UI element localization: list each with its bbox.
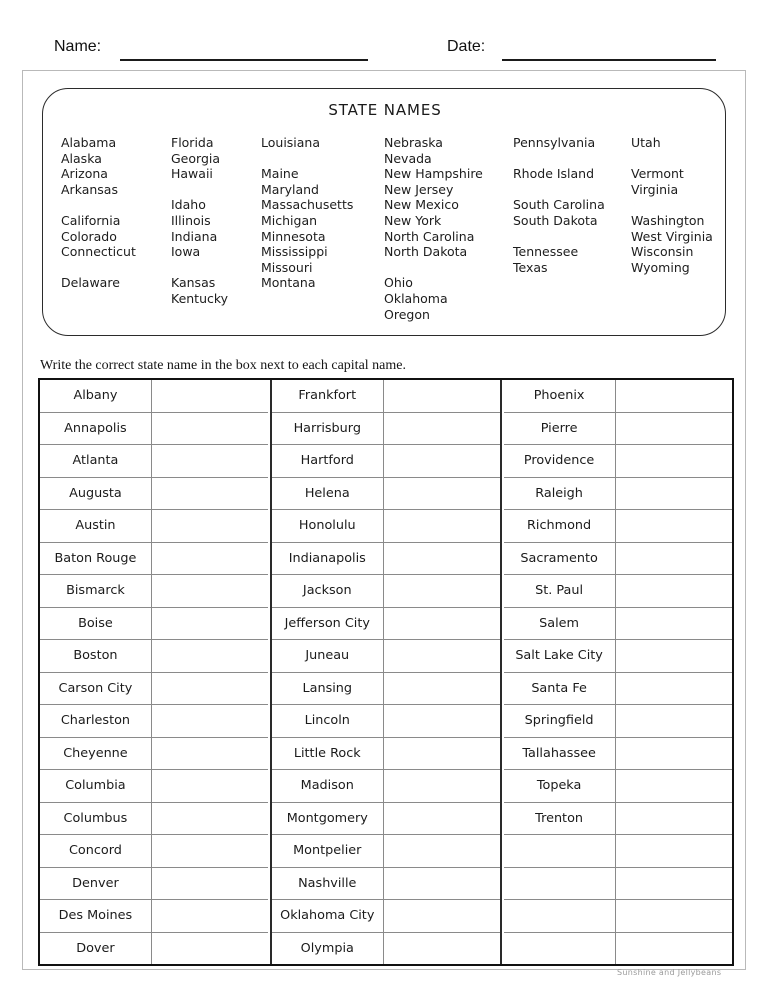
capital-name-cell: Pierre xyxy=(504,413,616,445)
state-answer-cell[interactable] xyxy=(384,933,500,965)
table-row xyxy=(504,413,732,446)
table-row xyxy=(40,803,268,836)
state-answer-cell[interactable] xyxy=(616,803,732,835)
state-name-item: Minnesota xyxy=(261,228,326,244)
state-name-item: Hawaii xyxy=(171,166,213,182)
table-row xyxy=(272,835,500,868)
table-row xyxy=(504,543,732,576)
state-name-item: Indiana xyxy=(171,228,218,244)
state-name-item: Virginia xyxy=(631,181,679,197)
state-name-item: Nebraska xyxy=(384,135,443,150)
state-name-item: Wyoming xyxy=(631,259,690,275)
state-name-spacer xyxy=(261,151,353,167)
state-name-item: Utah xyxy=(631,135,661,150)
table-row xyxy=(40,640,268,673)
table-row xyxy=(504,933,732,965)
state-name-item: Texas xyxy=(513,259,548,275)
table-row xyxy=(272,640,500,673)
state-name-item: Delaware xyxy=(61,275,120,291)
state-name-item: Georgia xyxy=(171,150,221,166)
capital-name-cell: Atlanta xyxy=(40,445,152,477)
table-row xyxy=(272,705,500,738)
capital-name-cell: Des Moines xyxy=(40,900,152,932)
state-name-item: Illinois xyxy=(171,212,211,228)
state-answer-cell[interactable] xyxy=(152,770,268,802)
name-write-line[interactable] xyxy=(120,59,368,61)
state-answer-cell[interactable] xyxy=(616,673,732,705)
capital-name-cell: Charleston xyxy=(40,705,152,737)
table-row xyxy=(504,705,732,738)
state-answer-cell[interactable] xyxy=(384,900,500,932)
state-name-spacer xyxy=(513,229,605,245)
state-name-item: Montana xyxy=(261,275,316,291)
state-name-item: Oregon xyxy=(384,306,430,322)
table-row xyxy=(40,478,268,511)
state-name-item: Nevada xyxy=(384,150,432,166)
state-answer-cell[interactable] xyxy=(384,868,500,900)
state-name-spacer xyxy=(171,260,228,276)
state-answer-cell[interactable] xyxy=(616,738,732,770)
state-name-column-5 xyxy=(513,135,605,275)
table-row xyxy=(272,380,500,413)
state-name-spacer xyxy=(513,182,605,198)
table-row xyxy=(40,835,268,868)
capital-name-cell: St. Paul xyxy=(504,575,616,607)
state-answer-cell[interactable] xyxy=(384,510,500,542)
state-name-item: New Jersey xyxy=(384,181,454,197)
table-row xyxy=(40,510,268,543)
table-row xyxy=(504,738,732,771)
state-answer-cell[interactable] xyxy=(152,510,268,542)
capital-name-cell: Tallahassee xyxy=(504,738,616,770)
state-name-item: South Dakota xyxy=(513,212,598,228)
date-write-line[interactable] xyxy=(502,59,716,61)
state-name-item: New Hampshire xyxy=(384,166,483,182)
table-row xyxy=(40,705,268,738)
state-name-spacer xyxy=(171,182,228,198)
state-answer-cell[interactable] xyxy=(616,835,732,867)
state-answer-cell[interactable] xyxy=(152,640,268,672)
state-answer-cell[interactable] xyxy=(616,575,732,607)
table-row xyxy=(504,380,732,413)
state-name-item: Maryland xyxy=(261,181,319,197)
capital-name-cell: Richmond xyxy=(504,510,616,542)
state-names-box xyxy=(42,88,726,336)
capital-name-cell: Olympia xyxy=(272,933,384,965)
state-answer-cell[interactable] xyxy=(384,803,500,835)
state-answer-cell[interactable] xyxy=(152,445,268,477)
capital-name-cell: Carson City xyxy=(40,673,152,705)
state-name-item: North Carolina xyxy=(384,228,475,244)
state-answer-cell[interactable] xyxy=(616,608,732,640)
table-row xyxy=(272,770,500,803)
state-answer-cell[interactable] xyxy=(152,933,268,965)
state-answer-cell[interactable] xyxy=(152,803,268,835)
state-answer-cell[interactable] xyxy=(616,640,732,672)
state-name-item: Ohio xyxy=(384,275,413,291)
state-name-spacer xyxy=(631,197,713,213)
capital-name-cell: Helena xyxy=(272,478,384,510)
table-row xyxy=(504,445,732,478)
state-answer-cell[interactable] xyxy=(152,705,268,737)
capital-name-cell: Indianapolis xyxy=(272,543,384,575)
state-answer-cell[interactable] xyxy=(616,413,732,445)
table-row xyxy=(504,510,732,543)
state-answer-cell[interactable] xyxy=(152,478,268,510)
table-row xyxy=(504,770,732,803)
state-name-column-3 xyxy=(261,135,353,291)
table-row xyxy=(40,543,268,576)
table-row xyxy=(40,608,268,641)
state-name-item: West Virginia xyxy=(631,228,713,244)
table-row xyxy=(504,900,732,933)
date-label: Date: xyxy=(447,38,486,55)
state-name-item: North Dakota xyxy=(384,244,468,260)
capital-name-cell: Jackson xyxy=(272,575,384,607)
state-answer-cell[interactable] xyxy=(152,413,268,445)
state-answer-cell[interactable] xyxy=(384,380,500,412)
table-row xyxy=(40,933,268,965)
state-answer-cell[interactable] xyxy=(616,868,732,900)
capital-name-cell xyxy=(504,933,616,965)
capital-name-cell: Madison xyxy=(272,770,384,802)
state-name-item: Kansas xyxy=(171,275,216,291)
state-answer-cell[interactable] xyxy=(384,478,500,510)
table-row xyxy=(40,445,268,478)
table-row xyxy=(504,835,732,868)
capital-name-cell: Columbus xyxy=(40,803,152,835)
capital-name-cell: Salem xyxy=(504,608,616,640)
state-name-item: Louisiana xyxy=(261,135,321,150)
table-row xyxy=(272,803,500,836)
capital-name-cell: Cheyenne xyxy=(40,738,152,770)
state-name-spacer xyxy=(384,260,483,276)
table-row xyxy=(272,478,500,511)
capital-name-cell xyxy=(504,900,616,932)
state-answer-cell[interactable] xyxy=(384,835,500,867)
table-row xyxy=(272,543,500,576)
capital-name-cell: Raleigh xyxy=(504,478,616,510)
capital-name-cell: Montpelier xyxy=(272,835,384,867)
state-answer-cell[interactable] xyxy=(384,770,500,802)
state-name-item: Washington xyxy=(631,212,705,228)
state-name-item: Wisconsin xyxy=(631,244,694,260)
state-answer-cell[interactable] xyxy=(384,575,500,607)
capital-name-cell: Phoenix xyxy=(504,380,616,412)
capital-name-cell: Harrisburg xyxy=(272,413,384,445)
table-row xyxy=(504,608,732,641)
capital-name-cell: Baton Rouge xyxy=(40,543,152,575)
state-name-item: Iowa xyxy=(171,244,201,260)
state-name-item: Kentucky xyxy=(171,290,229,306)
state-answer-cell[interactable] xyxy=(384,673,500,705)
capital-name-cell: Bismarck xyxy=(40,575,152,607)
capital-name-cell: Montgomery xyxy=(272,803,384,835)
table-row xyxy=(40,575,268,608)
state-answer-cell[interactable] xyxy=(384,705,500,737)
capital-name-cell: Trenton xyxy=(504,803,616,835)
capital-name-cell: Lincoln xyxy=(272,705,384,737)
state-answer-cell[interactable] xyxy=(152,673,268,705)
capital-name-cell: Hartford xyxy=(272,445,384,477)
state-answer-cell[interactable] xyxy=(616,510,732,542)
state-answer-cell[interactable] xyxy=(384,738,500,770)
table-row xyxy=(40,413,268,446)
capital-name-cell: Austin xyxy=(40,510,152,542)
table-section-3 xyxy=(504,380,732,964)
capital-name-cell: Boston xyxy=(40,640,152,672)
instruction-text: Write the correct state name in the box next to each capital name. xyxy=(40,358,406,373)
table-section-2 xyxy=(270,380,502,964)
capital-name-cell: Augusta xyxy=(40,478,152,510)
capital-name-cell: Oklahoma City xyxy=(272,900,384,932)
state-name-item: Missouri xyxy=(261,259,313,275)
table-row xyxy=(272,510,500,543)
state-names-title: STATE NAMES xyxy=(328,101,442,119)
state-name-item: Arizona xyxy=(61,166,108,182)
state-answer-cell[interactable] xyxy=(616,705,732,737)
capital-name-cell: Nashville xyxy=(272,868,384,900)
state-name-item: Florida xyxy=(171,135,214,150)
table-row xyxy=(504,640,732,673)
state-answer-cell[interactable] xyxy=(384,445,500,477)
state-name-item: New Mexico xyxy=(384,197,459,213)
capital-name-cell: Providence xyxy=(504,445,616,477)
state-name-item: Mississippi xyxy=(261,244,328,260)
state-answer-cell[interactable] xyxy=(152,575,268,607)
table-row xyxy=(504,673,732,706)
state-answer-cell[interactable] xyxy=(616,445,732,477)
table-row xyxy=(40,770,268,803)
capital-name-cell: Little Rock xyxy=(272,738,384,770)
state-name-item: Pennsylvania xyxy=(513,135,596,150)
capital-name-cell: Boise xyxy=(40,608,152,640)
table-row xyxy=(272,413,500,446)
state-name-column-2 xyxy=(171,135,228,307)
state-answer-cell[interactable] xyxy=(152,868,268,900)
state-name-item: Colorado xyxy=(61,228,117,244)
capital-name-cell: Albany xyxy=(40,380,152,412)
capital-name-cell: Jefferson City xyxy=(272,608,384,640)
table-row xyxy=(504,868,732,901)
table-row xyxy=(40,673,268,706)
capital-name-cell xyxy=(504,868,616,900)
capital-name-cell: Topeka xyxy=(504,770,616,802)
table-row xyxy=(40,738,268,771)
state-name-item: Oklahoma xyxy=(384,290,448,306)
state-name-item: Alaska xyxy=(61,150,102,166)
state-answer-cell[interactable] xyxy=(152,900,268,932)
state-name-item: Vermont xyxy=(631,166,684,182)
state-name-spacer xyxy=(61,260,136,276)
capital-name-cell: Concord xyxy=(40,835,152,867)
state-name-column-6 xyxy=(631,135,713,275)
state-name-item: Idaho xyxy=(171,197,206,213)
state-name-item: Arkansas xyxy=(61,181,118,197)
state-name-column-4 xyxy=(384,135,483,322)
table-section-1 xyxy=(40,380,268,964)
table-row xyxy=(272,608,500,641)
state-answer-cell[interactable] xyxy=(616,543,732,575)
table-row xyxy=(504,478,732,511)
table-row xyxy=(272,933,500,965)
capital-name-cell: Lansing xyxy=(272,673,384,705)
table-row xyxy=(40,380,268,413)
capital-name-cell: Salt Lake City xyxy=(504,640,616,672)
table-row xyxy=(272,868,500,901)
state-answer-cell[interactable] xyxy=(616,933,732,965)
capital-name-cell: Dover xyxy=(40,933,152,965)
state-name-item: New York xyxy=(384,212,442,228)
state-answer-cell[interactable] xyxy=(616,900,732,932)
state-answer-cell[interactable] xyxy=(616,380,732,412)
footer-credit: Sunshine and Jellybeans xyxy=(617,968,722,977)
state-answer-cell[interactable] xyxy=(384,413,500,445)
table-row xyxy=(272,673,500,706)
state-name-item: Massachusetts xyxy=(261,197,354,213)
capital-name-cell: Santa Fe xyxy=(504,673,616,705)
name-label: Name: xyxy=(54,38,102,55)
state-answer-cell[interactable] xyxy=(616,478,732,510)
state-answer-cell[interactable] xyxy=(384,608,500,640)
state-name-item: California xyxy=(61,212,121,228)
state-answer-cell[interactable] xyxy=(384,640,500,672)
table-row xyxy=(272,445,500,478)
capital-name-cell: Sacramento xyxy=(504,543,616,575)
state-answer-cell[interactable] xyxy=(152,835,268,867)
state-name-spacer xyxy=(513,151,605,167)
state-name-item: South Carolina xyxy=(513,197,605,213)
capital-name-cell: Springfield xyxy=(504,705,616,737)
state-name-item: Michigan xyxy=(261,212,318,228)
capital-name-cell: Denver xyxy=(40,868,152,900)
table-row xyxy=(40,900,268,933)
state-name-spacer xyxy=(61,197,136,213)
state-name-column-1 xyxy=(61,135,136,291)
state-name-item: Tennessee xyxy=(513,244,579,260)
state-name-item: Maine xyxy=(261,166,299,182)
state-answer-cell[interactable] xyxy=(384,543,500,575)
capital-name-cell: Frankfort xyxy=(272,380,384,412)
state-answer-cell[interactable] xyxy=(152,608,268,640)
capital-name-cell: Annapolis xyxy=(40,413,152,445)
table-row xyxy=(40,868,268,901)
state-name-item: Rhode Island xyxy=(513,166,595,182)
state-name-spacer xyxy=(631,151,713,167)
capitals-answer-table xyxy=(38,378,734,966)
state-names-columns xyxy=(43,135,727,331)
state-answer-cell[interactable] xyxy=(616,770,732,802)
capital-name-cell: Honolulu xyxy=(272,510,384,542)
capital-name-cell xyxy=(504,835,616,867)
header-row xyxy=(0,38,768,70)
table-row xyxy=(272,575,500,608)
table-row xyxy=(504,575,732,608)
table-row xyxy=(272,738,500,771)
state-answer-cell[interactable] xyxy=(152,738,268,770)
state-name-item: Connecticut xyxy=(61,244,136,260)
state-answer-cell[interactable] xyxy=(152,380,268,412)
table-row xyxy=(504,803,732,836)
table-row xyxy=(272,900,500,933)
capital-name-cell: Columbia xyxy=(40,770,152,802)
capital-name-cell: Juneau xyxy=(272,640,384,672)
state-name-item: Alabama xyxy=(61,135,117,150)
state-answer-cell[interactable] xyxy=(152,543,268,575)
